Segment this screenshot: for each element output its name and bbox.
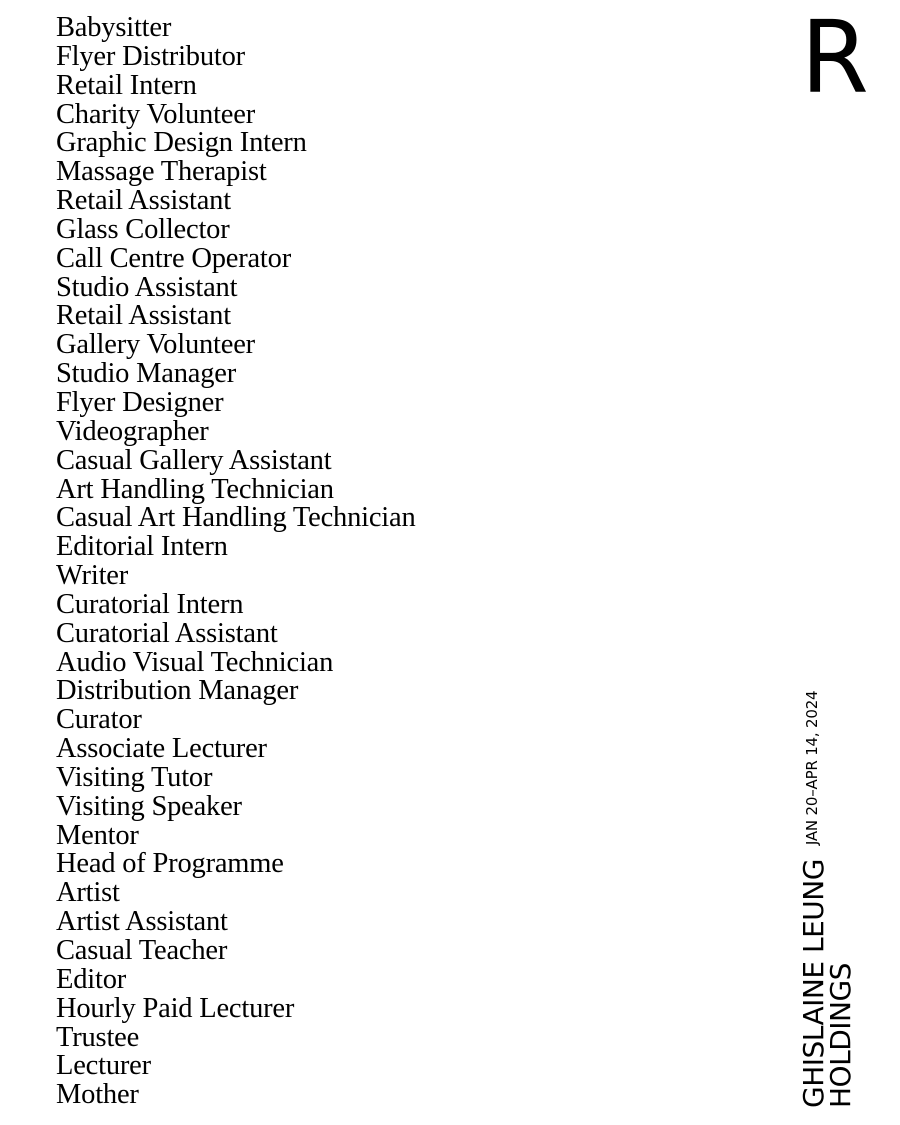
role-item: Massage Therapist	[56, 156, 267, 188]
role-item: Artist	[56, 877, 120, 909]
role-item: Trustee	[56, 1021, 140, 1053]
role-item: Studio Assistant	[56, 271, 238, 303]
role-item: Studio Manager	[56, 358, 237, 390]
role-item: Audio Visual Technician	[56, 646, 334, 678]
exhibition-title	[797, 859, 857, 1108]
role-item: Art Handling Technician	[56, 473, 334, 505]
role-item: Retail Intern	[56, 69, 197, 101]
role-item: Editor	[56, 963, 127, 995]
role-item: Writer	[56, 560, 129, 592]
role-item: Curator	[56, 704, 142, 736]
role-item: Flyer Distributor	[56, 40, 245, 72]
role-item: Curatorial Assistant	[56, 617, 278, 649]
role-item: Retail Assistant	[56, 300, 231, 332]
exhibition-label	[797, 690, 857, 1108]
roles-list	[56, 14, 416, 1110]
role-item: Gallery Volunteer	[56, 329, 255, 361]
role-item: Flyer Designer	[56, 386, 224, 418]
role-item: Distribution Manager	[56, 675, 299, 707]
logo-r: R	[800, 0, 869, 116]
role-item: Mother	[56, 1079, 139, 1111]
role-item: Mentor	[56, 819, 139, 851]
role-item: Glass Collector	[56, 213, 230, 245]
role-item: Graphic Design Intern	[56, 127, 307, 159]
exhibition-dates: JAN 20–APR 14, 2024	[803, 690, 821, 846]
role-item: Editorial Intern	[56, 531, 228, 563]
role-item: Visiting Tutor	[56, 761, 213, 793]
role-item: Curatorial Intern	[56, 588, 244, 620]
title-line-2: HOLDINGS	[824, 963, 857, 1108]
role-item: Babysitter	[56, 12, 172, 43]
role-item: Charity Volunteer	[56, 98, 255, 130]
role-item: Videographer	[56, 415, 209, 447]
role-item: Casual Art Handling Technician	[56, 502, 416, 534]
title-line-1: GHISLAINE LEUNG	[797, 859, 830, 1108]
role-item: Associate Lecturer	[56, 733, 267, 765]
role-item: Lecturer	[56, 1050, 151, 1082]
role-item: Head of Programme	[56, 848, 284, 880]
role-item: Casual Gallery Assistant	[56, 444, 332, 476]
role-item: Visiting Speaker	[56, 790, 242, 822]
role-item: Retail Assistant	[56, 185, 231, 217]
role-item: Artist Assistant	[56, 906, 228, 938]
role-item: Call Centre Operator	[56, 242, 291, 274]
role-item: Casual Teacher	[56, 935, 228, 966]
role-item: Hourly Paid Lecturer	[56, 992, 295, 1024]
